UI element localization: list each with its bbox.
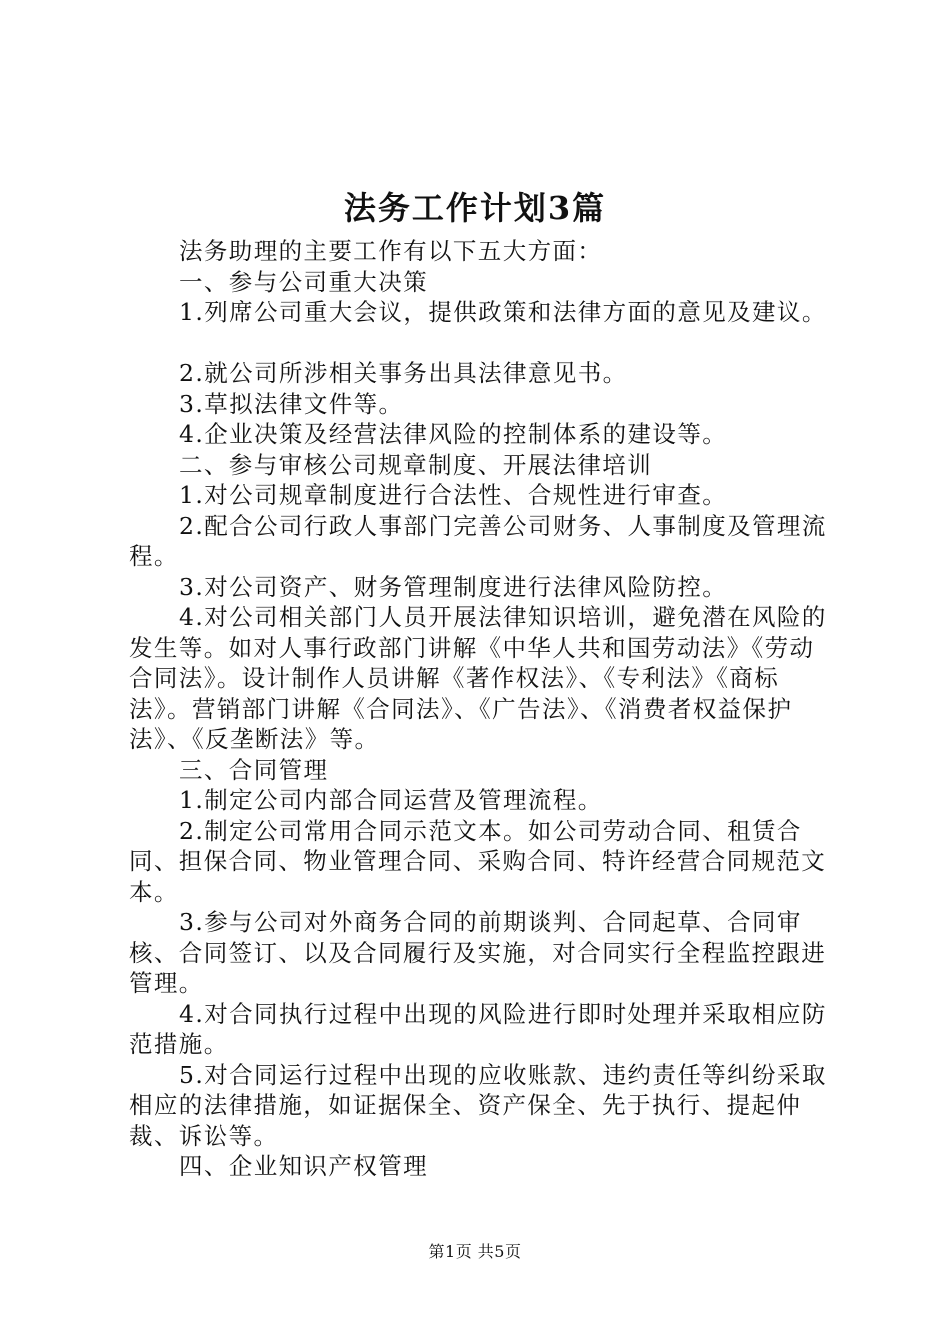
list-item: 3.对公司资产、财务管理制度进行法律风险防控。 xyxy=(179,572,728,601)
list-item: 5.对合同运行过程中出现的应收账款、违约责任等纠纷采取相应的法律措施，如证据保全、资产保全、先于执行、提起仲裁、诉讼等。 xyxy=(129,1060,827,1150)
section-heading-4: 四、企业知识产权管理 xyxy=(179,1152,428,1180)
list-item: 1.对公司规章制度进行合法性、合规性进行审查。 xyxy=(179,481,728,509)
list-item: 2.就公司所涉相关事务出具法律意见书。 xyxy=(179,359,628,387)
list-item: 3.参与公司对外商务合同的前期谈判、合同起草、合同审核、合同签订、以及合同履行及实施，对合同实行全程监控跟进管理。 xyxy=(129,908,827,997)
section-heading-3: 三、合同管理 xyxy=(179,755,329,784)
list-item: 4.企业决策及经营法律风险的控制体系的建设等。 xyxy=(179,420,728,448)
document-body xyxy=(129,236,839,1182)
list-item: 1.制定公司内部合同运营及管理流程。 xyxy=(179,786,603,814)
list-item: 4.对合同执行过程中出现的风险进行即时处理并采取相应防范措施。 xyxy=(129,999,827,1058)
list-item: 2.制定公司常用合同示范文本。如公司劳动合同、租赁合同、担保合同、物业管理合同、采购合同、特许经营合同规范文本。 xyxy=(129,816,827,906)
list-item: 1.列席公司重大会议，提供政策和法律方面的意见及建议。 xyxy=(179,298,827,326)
list-item: 4.对公司相关部门人员开展法律知识培训，避免潜在风险的发生等。如对人事行政部门讲解《中华人共和国劳动法》《劳动合同法》。设计制作人员讲解《著作权法》、《专利法》《商标法》。营销部门讲解《合同法》、《广告法》、《消费者权益保护法》、《反垄断法》等。 xyxy=(129,603,827,753)
page-footer: 第1页 共5页 xyxy=(428,1242,522,1261)
page-title: 法务工作计划3篇 xyxy=(343,189,607,227)
section-heading-2: 二、参与审核公司规章制度、开展法律培训 xyxy=(179,450,653,479)
list-item: 2.配合公司行政人事部门完善公司财务、人事制度及管理流程。 xyxy=(129,511,827,570)
section-heading-1: 一、参与公司重大决策 xyxy=(179,267,428,296)
intro-paragraph: 法务助理的主要工作有以下五大方面： xyxy=(179,237,603,265)
list-item: 3.草拟法律文件等。 xyxy=(179,389,404,418)
